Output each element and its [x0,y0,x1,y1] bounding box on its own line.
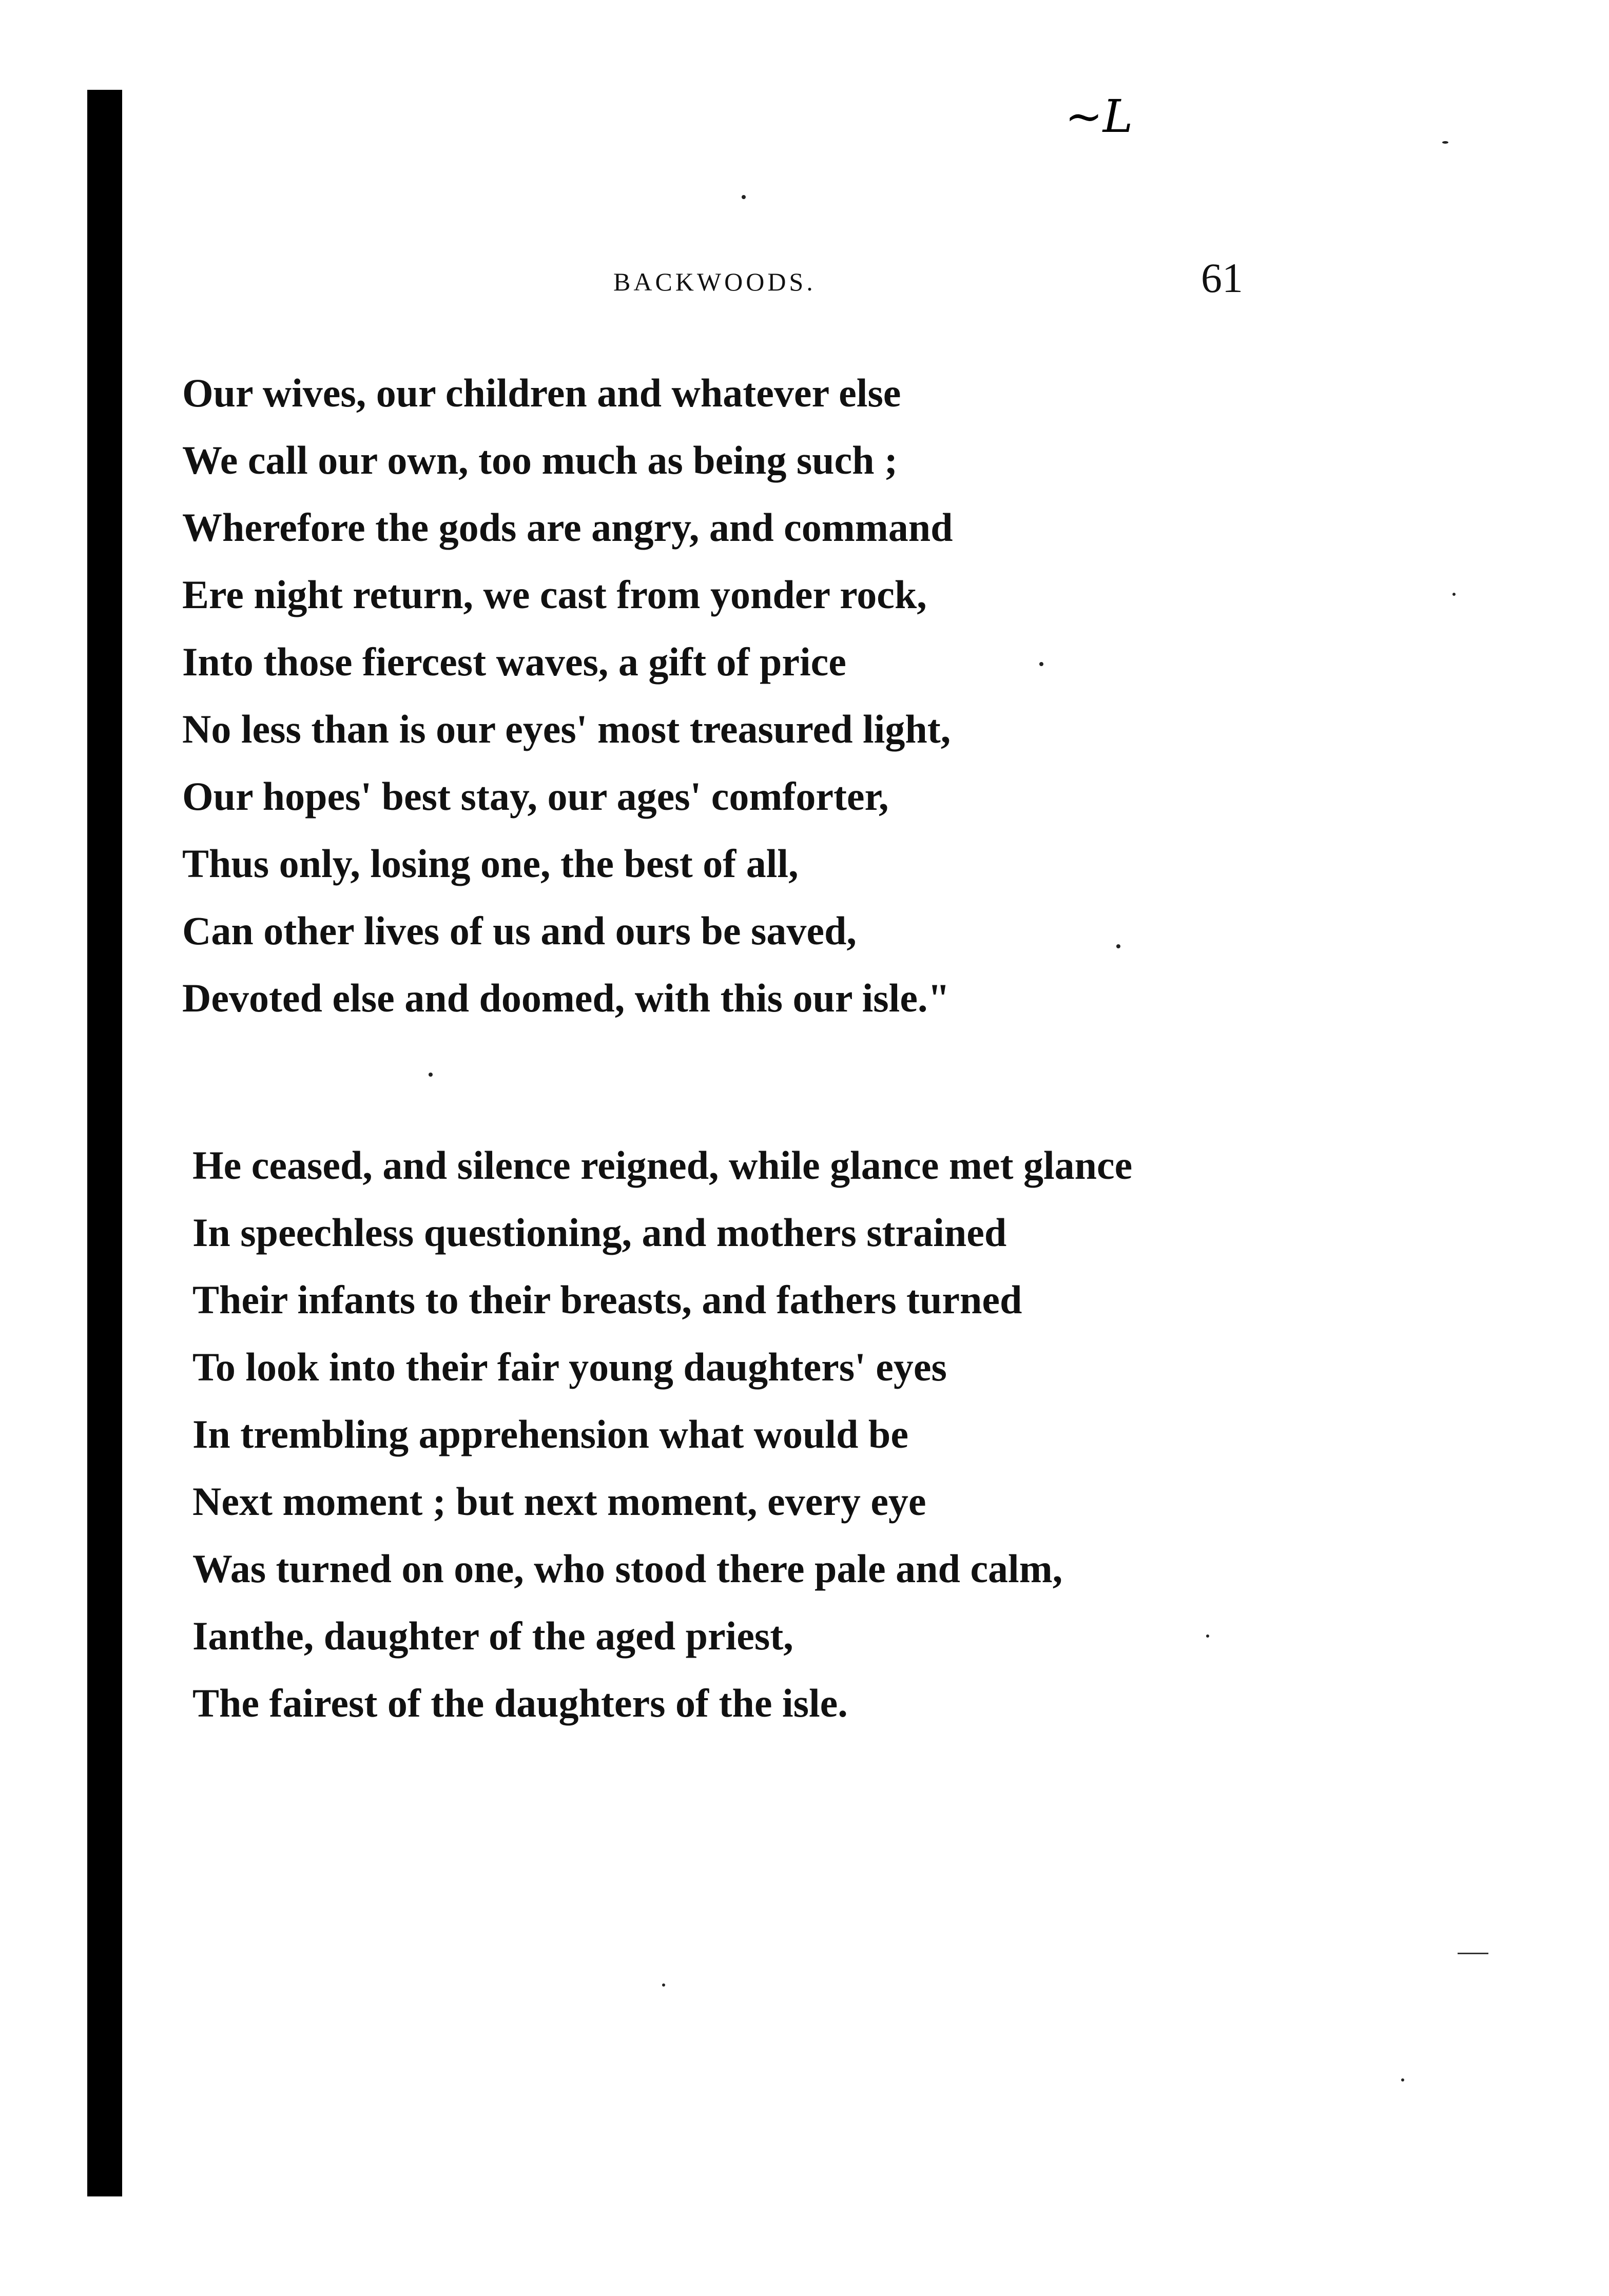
verse-line: In trembling apprehension what would be [192,1412,908,1456]
verse-line: Devoted else and doomed, with this our isle." [182,976,950,1020]
verse-line: Can other lives of us and ours be saved, [182,908,857,953]
speck [1039,662,1043,666]
verse-line: He ceased, and silence reigned, while glance met glance [192,1143,1133,1188]
verse-line: Wherefore the gods are angry, and command [182,505,953,550]
speck [1401,2078,1404,2081]
handwritten-mark: ~L [1065,90,1133,143]
verse-line: Our wives, our children and whatever else [182,371,901,415]
verse-line: Was turned on one, who stood there pale and calm, [192,1546,1063,1591]
verse-line: Into those fiercest waves, a gift of price [182,639,846,684]
verse-line: Our hopes' best stay, our ages' comforter, [182,774,889,819]
verse-line: Ere night return, we cast from yonder rock, [182,572,927,617]
speck [1442,141,1448,144]
stanza-1 [182,359,953,1032]
verse-line: Ianthe, daughter of the aged priest, [192,1613,793,1658]
running-head: BACKWOODS. [613,267,816,296]
verse-line: Their infants to their breasts, and fathers turned [192,1277,1022,1322]
speck [429,1073,433,1077]
verse-line: In speechless questioning, and mothers strained [192,1210,1007,1255]
verse-line: No less than is our eyes' most treasured light, [182,707,951,751]
verse-line: The fairest of the daughters of the isle. [192,1681,848,1725]
speck [662,1983,665,1987]
verse-line: Thus only, losing one, the best of all, [182,841,799,886]
binding-edge [87,90,122,2196]
speck [742,195,746,199]
speck [1452,593,1456,596]
verse-line: We call our own, too much as being such ; [182,438,898,482]
speck [1206,1635,1209,1638]
verse-line: Next moment ; but next moment, every eye [192,1479,926,1524]
verse-line: To look into their fair young daughters' eyes [192,1345,947,1389]
margin-rule [1458,1953,1488,1954]
page-number: 61 [1201,255,1243,301]
speck [1116,944,1120,948]
stanza-2 [192,1132,1132,1737]
